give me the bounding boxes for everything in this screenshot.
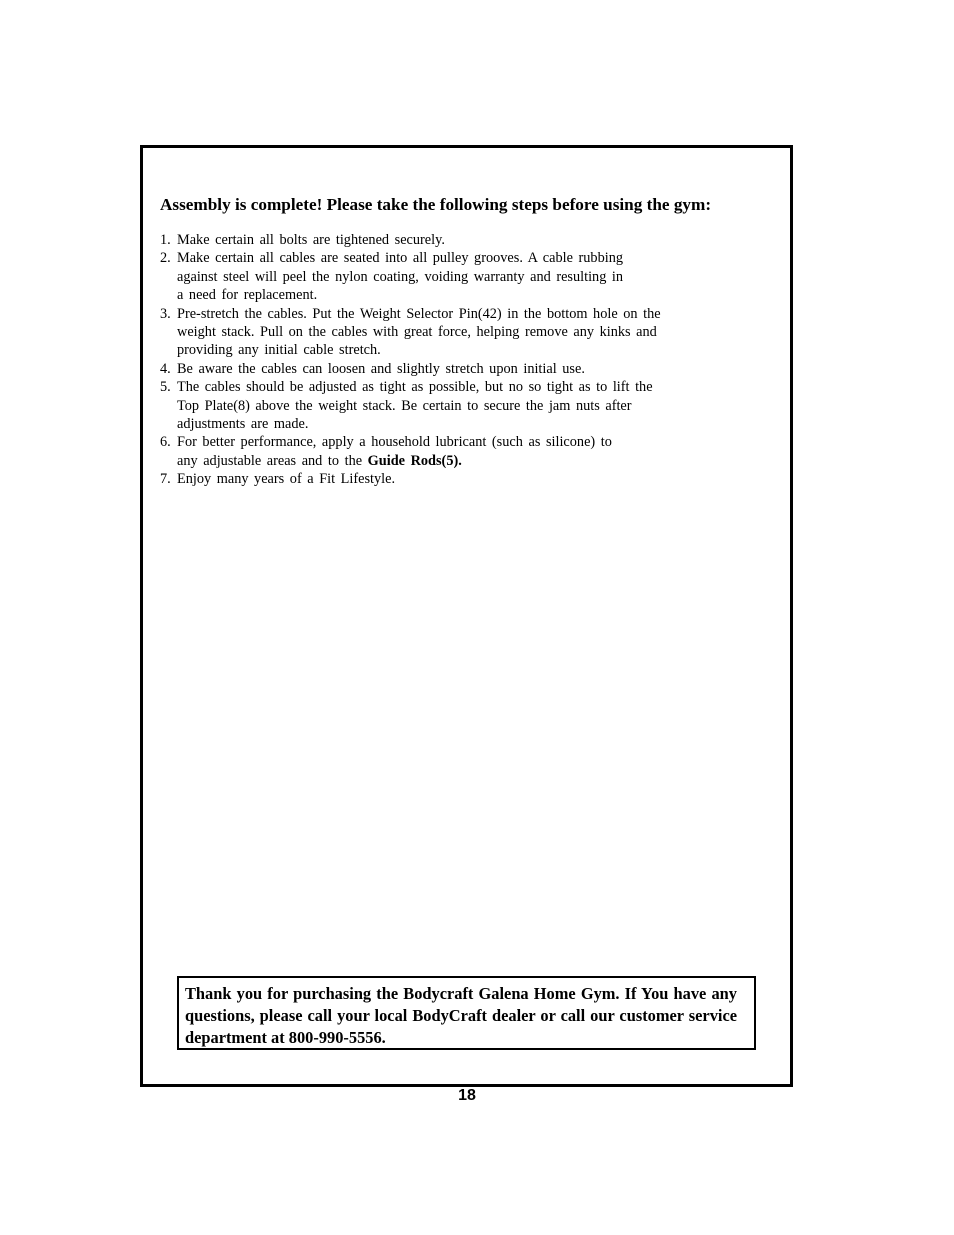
step-line: providing any initial cable stretch.: [177, 342, 381, 359]
pre-use-steps-list: [160, 231, 720, 489]
thank-you-message: Thank you for purchasing the Bodycraft Galena Home Gym. If You have any questions, please call your local BodyCraft dealer or call our customer service department at 800-990-5556.: [185, 984, 737, 1047]
step-number: 6.: [160, 434, 171, 451]
step-2: [160, 249, 720, 304]
step-number: 7.: [160, 471, 171, 488]
step-number: 3.: [160, 305, 171, 322]
step-line: Make certain all bolts are tightened securely.: [177, 232, 445, 248]
assembly-complete-heading: Assembly is complete! Please take the following steps before using the gym:: [160, 195, 712, 214]
step-number: 1.: [160, 232, 171, 248]
step-line: weight stack. Pull on the cables with great force, helping remove any kinks and: [177, 324, 657, 341]
step-3: [160, 305, 720, 360]
step-line: Top Plate(8) above the weight stack. Be certain to secure the jam nuts after: [177, 397, 632, 414]
step-6: [160, 433, 720, 470]
step-number: 2.: [160, 250, 171, 267]
step-number: 5.: [160, 379, 171, 396]
page-number: 18: [458, 1087, 476, 1104]
step-line: adjustments are made.: [177, 416, 309, 433]
step-line: against steel will peel the nylon coating, voiding warranty and resulting in: [177, 268, 624, 285]
step-line: a need for replacement.: [177, 287, 318, 304]
step-4: [160, 360, 720, 378]
step-5: [160, 378, 720, 433]
step-line: For better performance, apply a household lubricant (such as silicone) to: [177, 434, 612, 451]
step-1: [160, 231, 720, 249]
step-line: Make certain all cables are seated into all pulley grooves. A cable rubbing: [177, 250, 624, 267]
step-line-with-emphasis: [177, 452, 720, 470]
step-number: 4.: [160, 360, 171, 377]
guide-rods-emphasis: Guide Rods(5).: [367, 452, 462, 469]
step-line: Enjoy many years of a Fit Lifestyle.: [177, 471, 396, 488]
step-line-text: any adjustable areas and to the: [177, 452, 363, 469]
step-line: The cables should be adjusted as tight as possible, but no so tight as to lift the: [177, 379, 653, 396]
step-line: Be aware the cables can loosen and slightly stretch upon initial use.: [177, 360, 585, 377]
thank-you-box: [177, 976, 756, 1050]
step-line: Pre-stretch the cables. Put the Weight Selector Pin(42) in the bottom hole on the: [177, 305, 661, 322]
step-7: [160, 470, 720, 488]
